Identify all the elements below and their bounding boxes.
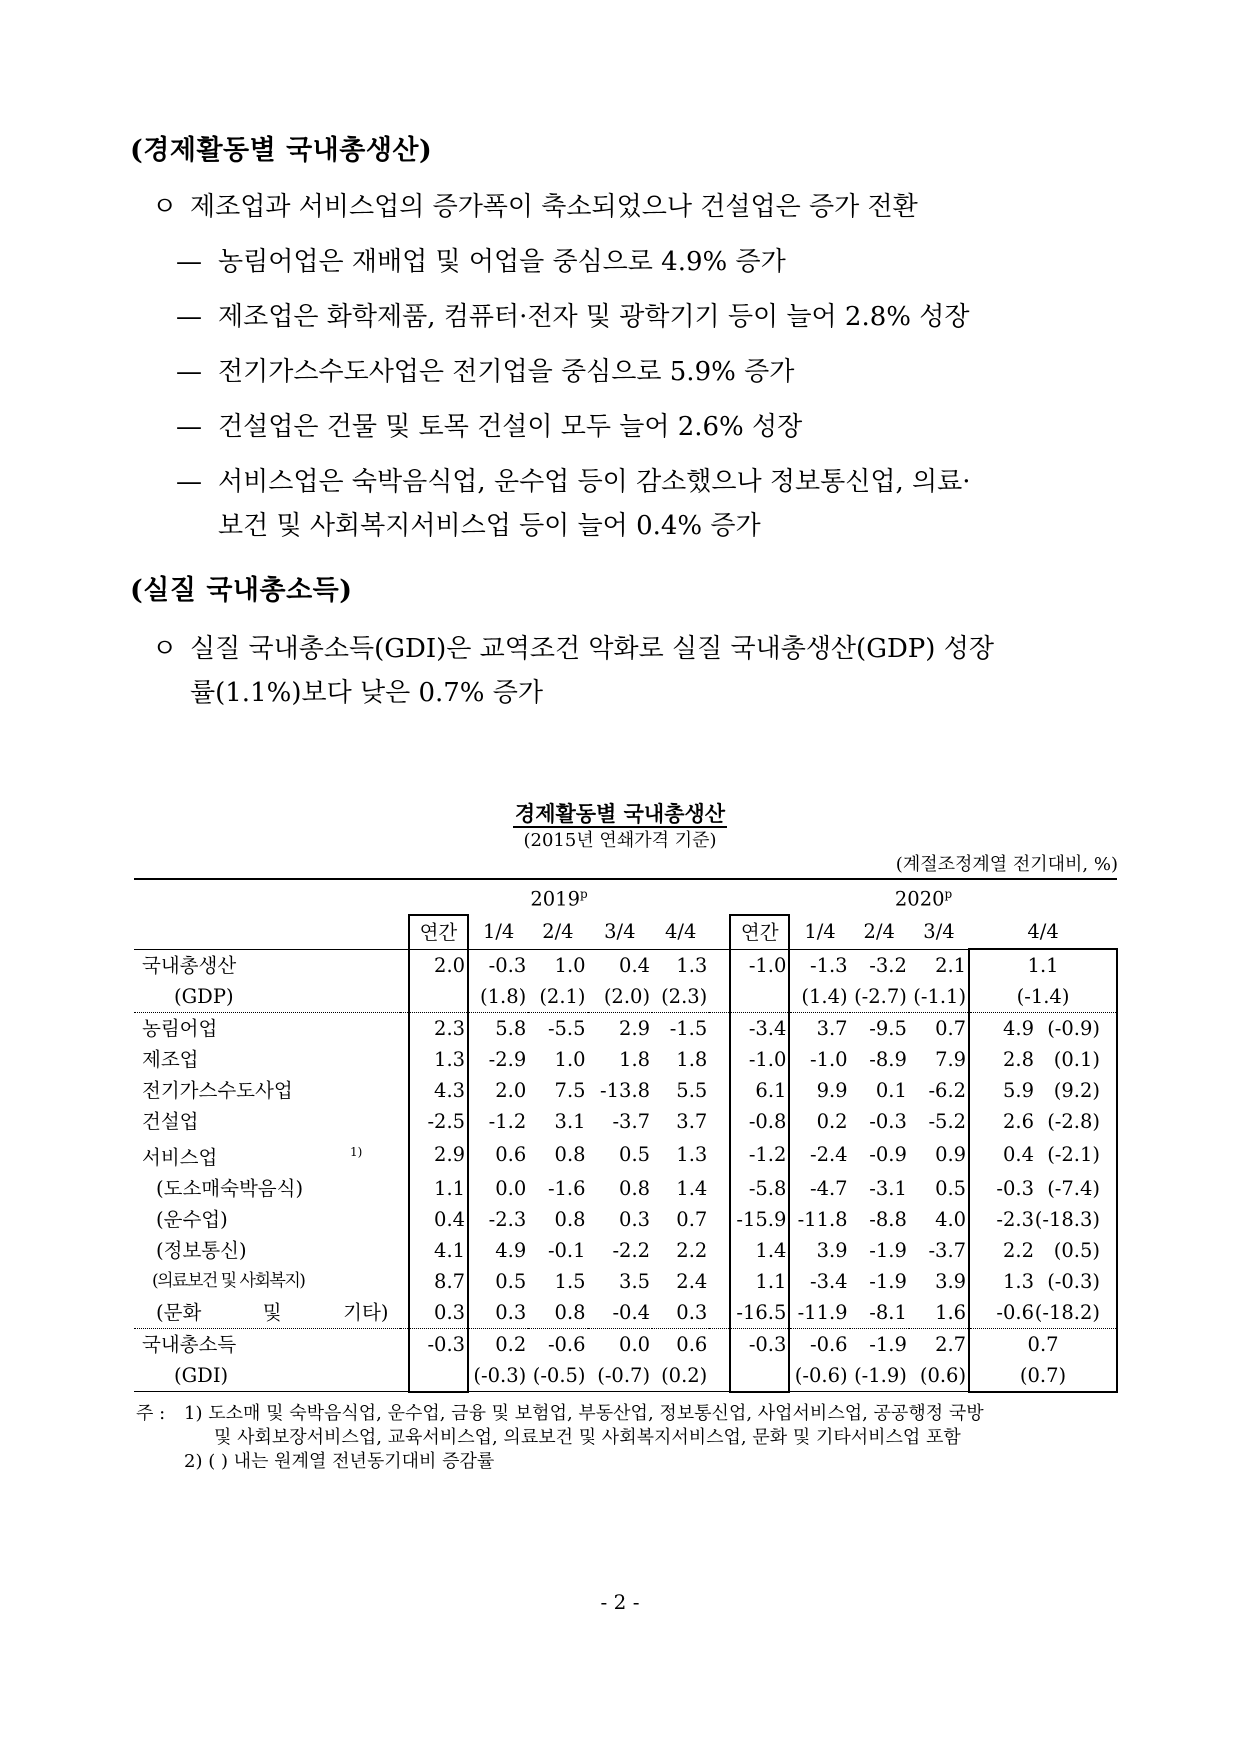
row-label: 전기가스수도사업 xyxy=(142,1079,293,1102)
table-row: (의료보건 및 사회복지) 8.7 0.5 1.5 3.5 2.4 1.1 -3.4 -1.9 3.9 1.3 (-0.3) xyxy=(134,1266,1117,1297)
table-row: (운수업) 0.4 -2.3 0.8 0.3 0.7 -15.9 -11.8 -8.8 4.0 -2.3(-18.3) xyxy=(134,1204,1117,1235)
dash-text: 제조업은 화학제품, 컴퓨터·전자 및 광학기기 등이 늘어 2.8% 성장 xyxy=(218,302,970,332)
table-row: (정보통신) 4.1 4.9 -0.1 -2.2 2.2 1.4 3.9 -1.9 -3.7 2.2 (0.5) xyxy=(134,1235,1117,1266)
row-label: (정보통신) xyxy=(156,1238,247,1262)
dash-text: 전기가스수도사업은 전기업을 중심으로 5.9% 증가 xyxy=(218,357,795,387)
col-header-q: 2/4 xyxy=(850,915,909,950)
row-label: 국내총생산 xyxy=(142,953,237,977)
bullet-gdi xyxy=(152,628,994,665)
year-header-row xyxy=(134,879,1117,915)
col-header-q: 2/4 xyxy=(528,915,587,950)
row-label: (운수업) xyxy=(156,1207,228,1231)
table-row-gdi: 국내총소득 -0.3 0.2 -0.6 0.0 0.6 -0.3 -0.6 -1.9 2.7 0.7 xyxy=(134,1328,1117,1360)
year-2020: 2020$^p$ xyxy=(730,879,1117,915)
table-title: 경제활동별 국내총생산 xyxy=(514,801,726,826)
bullet-summary xyxy=(152,186,918,223)
note-1-cont: 및 사회보장서비스업, 교육서비스업, 의료보건 및 사회복지서비스업, 문화 및 기타서비스업 포함 xyxy=(214,1427,961,1448)
dash-item xyxy=(176,296,970,333)
bullet-mark: ㅇ xyxy=(152,634,178,664)
dash-mark: — xyxy=(176,467,202,497)
row-label: 서비스업 $^{1)}$ xyxy=(142,1145,363,1169)
footnote-mark: 1) xyxy=(350,1145,363,1159)
table-row: 농림어업 2.3 5.8 -5.5 2.9 -1.5 -3.4 3.7 -9.5 0.7 4.9 (-0.9) xyxy=(134,1013,1117,1045)
dash-text: 농림어업은 재배업 및 어업을 중심으로 4.9% 증가 xyxy=(218,247,786,277)
row-label: (GDP) xyxy=(174,985,234,1008)
table-subtitle: (2015년 연쇄가격 기준) xyxy=(523,830,717,851)
dash-text: 서비스업은 숙박음식업, 운수업 등이 감소했으나 정보통신업, 의료· xyxy=(218,467,971,497)
row-label: (도소매숙박음식) xyxy=(156,1176,304,1200)
row-label: (GDI) xyxy=(134,1360,400,1392)
table-row: (문화 및 기타) 0.3 0.3 0.8 -0.4 0.3 -16.5 -11.9 -8.1 1.6 -0.6(-18.2) xyxy=(134,1297,1117,1329)
table-row-gdp-yoy: (GDP) (1.8) (2.1) (2.0) (2.3) (1.4) (-2.7) (-1.1) (-1.4) xyxy=(134,981,1117,1013)
table-row-gdi-yoy: (GDI) (-0.3) (-0.5) (-0.7) (0.2) (-0.6) (-1.9) (0.6) (0.7) xyxy=(134,1360,1117,1392)
col-header-annual: 연간 xyxy=(730,915,789,950)
table-unit: (계절조정계열 전기대비, %) xyxy=(895,854,1118,875)
col-header-annual: 연간 xyxy=(409,915,468,950)
col-header-q: 4/4 xyxy=(652,915,709,950)
table-row: 제조업 1.3 -2.9 1.0 1.8 1.8 -1.0 -1.0 -8.9 7.9 2.8 (0.1) xyxy=(134,1044,1117,1075)
row-label: 건설업 xyxy=(142,1110,199,1133)
gdp-table xyxy=(134,878,1118,1393)
row-label: (의료보건 및 사회복지) xyxy=(152,1270,305,1291)
row-label: 제조업 xyxy=(142,1048,199,1071)
bullet-mark: ㅇ xyxy=(152,192,178,222)
bullet-text-continued: 률(1.1%)보다 낮은 0.7% 증가 xyxy=(190,678,544,708)
row-label: 국내총소득 xyxy=(134,1328,400,1360)
col-header-q: 3/4 xyxy=(588,915,653,950)
table-notes xyxy=(136,1402,984,1474)
col-header-q: 4/4 xyxy=(969,915,1117,950)
note-2: 2) ( ) 내는 원계열 전년동기대비 증감률 xyxy=(184,1451,495,1472)
col-header-q: 3/4 xyxy=(909,915,969,950)
dash-mark: — xyxy=(176,412,202,442)
table-row: (도소매숙박음식) 1.1 0.0 -1.6 0.8 1.4 -5.8 -4.7 -3.1 0.5 -0.3 (-7.4) xyxy=(134,1173,1117,1204)
table-row: 전기가스수도사업 4.3 2.0 7.5 -13.8 5.5 6.1 9.9 0.1 -6.2 5.9 (9.2) xyxy=(134,1075,1117,1106)
dash-mark: — xyxy=(176,302,202,332)
row-label: (문화 및 기타) xyxy=(156,1300,389,1324)
dash-item xyxy=(176,351,794,388)
section-title-gdp-by-industry: (경제활동별 국내총생산) xyxy=(130,135,433,166)
col-header-q: 1/4 xyxy=(789,915,849,950)
table-row: 서비스업 $^{1)}$ 2.9 0.6 0.8 0.5 1.3 -1.2 -2.4 -0.9 0.9 0.4 (-2.1) xyxy=(134,1137,1117,1173)
bullet-text: 제조업과 서비스업의 증가폭이 축소되었으나 건설업은 증가 전환 xyxy=(190,192,918,222)
dash-text-continued: 보건 및 사회복지서비스업 등이 늘어 0.4% 증가 xyxy=(218,511,761,541)
bullet-text: 실질 국내총소득(GDI)은 교역조건 악화로 실질 국내총생산(GDP) 성장 xyxy=(190,634,994,664)
dash-mark: — xyxy=(176,357,202,387)
dash-mark: — xyxy=(176,247,202,277)
col-header-q: 1/4 xyxy=(468,915,528,950)
dash-item xyxy=(176,241,786,278)
table-row-gdp: 국내총생산 2.0 -0.3 1.0 0.4 1.3 -1.0 -1.3 -3.2 2.1 1.1 xyxy=(134,949,1117,981)
note-1: 주 : 1) 도소매 및 숙박음식업, 운수업, 금융 및 보험업, 부동산업, 정보통신업, 사업서비스업, 공공행정 국방 xyxy=(136,1403,984,1424)
dash-text: 건설업은 건물 및 토목 건설이 모두 늘어 2.6% 성장 xyxy=(218,412,803,442)
dash-item xyxy=(176,461,971,498)
table-row: 건설업 -2.5 -1.2 3.1 -3.7 3.7 -0.8 0.2 -0.3 -5.2 2.6 (-2.8) xyxy=(134,1106,1117,1137)
row-label: 농림어업 xyxy=(134,1013,400,1045)
page-number: - 2 - xyxy=(600,1590,640,1614)
quarter-header-row xyxy=(134,915,1117,950)
dash-item xyxy=(176,406,802,443)
section-title-gdi: (실질 국내총소득) xyxy=(130,575,353,606)
year-2019: 2019$^p$ xyxy=(409,879,710,915)
